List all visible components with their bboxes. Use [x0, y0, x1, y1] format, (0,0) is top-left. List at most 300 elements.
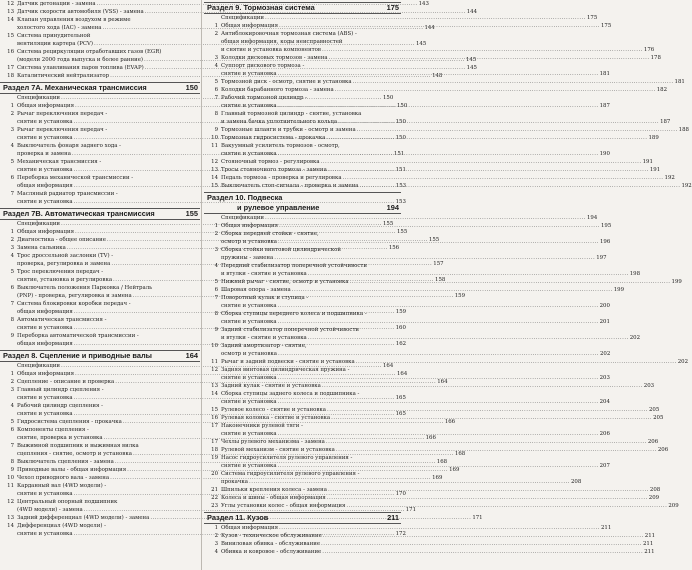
- entry-number: 3: [10, 387, 14, 393]
- entry-number: 7: [10, 301, 14, 307]
- entry-title: Спецификации: [221, 215, 265, 221]
- leader-dots: [249, 478, 570, 486]
- entry-page: 181: [599, 71, 610, 77]
- entry-title: снятие и установка: [221, 463, 277, 469]
- section-page: 211: [387, 513, 399, 522]
- toc-entry: [204, 150, 610, 158]
- entry-number: 3: [214, 541, 218, 547]
- toc-entry: [204, 46, 655, 54]
- toc-entry: [204, 286, 625, 294]
- toc-entry: [0, 268, 200, 276]
- entry-page: 150: [395, 119, 406, 125]
- leader-dots: [278, 238, 599, 246]
- entry-title: и замена бачка уплотнительного кольца: [221, 119, 338, 125]
- entry-title: Суппорт дискового тормоза -: [221, 63, 305, 69]
- entry-page: 144: [424, 25, 435, 31]
- entry-number: 17: [211, 423, 218, 429]
- entry-number: 15: [211, 407, 218, 413]
- entry-page: 206: [657, 447, 669, 453]
- toc-entry: [204, 62, 401, 70]
- entry-title: Наконечники рулевой тяги -: [221, 423, 303, 429]
- entry-title: Спецификации: [221, 15, 265, 21]
- entry-title: Сборка ступицы заднего колеса и подшипника -: [221, 391, 360, 397]
- entry-page: 203: [599, 375, 610, 381]
- entry-number: 2: [10, 379, 14, 385]
- entry-number: 5: [10, 419, 14, 425]
- leader-dots: [329, 54, 650, 62]
- entry-title: Выжимной подшипник и выжимная вилка: [17, 443, 139, 449]
- entry-number: 7: [214, 95, 218, 101]
- entry-page: 205: [648, 407, 660, 413]
- entry-title: Колодки барабанного тормоза - замена: [221, 87, 334, 93]
- entry-number: 4: [10, 403, 14, 409]
- entry-title: Выключатель фонаря заднего хода -: [17, 143, 121, 149]
- entry-title: Виниловая обивка - обслуживание: [221, 541, 321, 547]
- entry-number: 8: [10, 317, 14, 323]
- entry-number: 10: [211, 343, 218, 349]
- leader-dots: [265, 214, 586, 222]
- entry-page: 201: [599, 319, 610, 325]
- entry-number: 5: [214, 79, 218, 85]
- entry-title: Система гидроусилителя рулевого управления -: [221, 471, 360, 477]
- entry-page: 205: [653, 415, 664, 421]
- entry-title: Механическая трансмиссия -: [17, 159, 102, 165]
- toc-entry: [204, 390, 401, 398]
- entry-title: Рабочий цилиндр сцепления -: [17, 403, 103, 409]
- entry-title: Рычаг и задний подвески - снятие и установка: [221, 359, 355, 365]
- toc-entry: [204, 30, 401, 38]
- entry-page: 164: [437, 379, 448, 385]
- entry-page: 144: [466, 9, 477, 15]
- entry-title: Выключатель стоп-сигнала - проверка и замена: [221, 183, 359, 189]
- entry-number: 14: [7, 17, 14, 23]
- entry-page: 155: [428, 237, 440, 243]
- leader-dots: [278, 102, 599, 110]
- entry-title: снятие и установка: [221, 151, 277, 157]
- entry-title: Компоненты сцепления -: [17, 427, 89, 433]
- entry-title: снятие и установка: [17, 395, 73, 401]
- entry-title: Масляный радиатор трансмиссии -: [17, 191, 118, 197]
- leader-dots: [326, 438, 647, 446]
- toc-entry: [204, 302, 610, 310]
- entry-title: снятие и установка: [221, 399, 277, 405]
- entry-number: 13: [7, 9, 14, 15]
- entry-page: 202: [629, 335, 641, 341]
- leader-dots: [278, 318, 599, 326]
- toc-entry: [0, 300, 200, 308]
- entry-page: 207: [599, 463, 610, 469]
- entry-page: 178: [650, 55, 661, 61]
- section-heading-cont: [204, 203, 401, 214]
- leader-dots: [322, 46, 643, 54]
- section-title-cont: и рулевое управление: [237, 203, 320, 212]
- toc-entry: [0, 158, 200, 166]
- entry-title: Общая информация: [221, 525, 278, 531]
- section-title: Раздел 8. Сцепление и приводные валы: [3, 351, 152, 360]
- entry-page: 209: [668, 503, 679, 509]
- entry-title: Колеса и шины - общая информация: [221, 495, 326, 501]
- entry-page: 165: [395, 395, 406, 401]
- entry-page: 168: [436, 459, 448, 465]
- entry-title: общая информация: [17, 341, 73, 347]
- entry-number: 18: [211, 447, 218, 453]
- entry-title: снятие и установка: [221, 303, 277, 309]
- entry-number: 7: [10, 191, 14, 197]
- entry-number: 9: [214, 127, 218, 133]
- entry-title: Главный цилиндр сцепления -: [17, 387, 104, 393]
- toc-entry: [0, 8, 477, 16]
- toc-entry: [204, 222, 612, 230]
- entry-page: 150: [382, 95, 394, 101]
- entry-title: Тросы стояночного тормоза - замена: [221, 167, 327, 173]
- entry-title: снятие и установка: [221, 71, 277, 77]
- entry-title: снятие и установка: [17, 491, 73, 497]
- leader-dots: [321, 158, 642, 166]
- toc-entry: [204, 350, 611, 358]
- entry-title: и снятие и установка компонентов: [221, 47, 321, 53]
- toc-entry: [204, 470, 401, 478]
- toc-entry: [204, 38, 401, 46]
- entry-title: Педаль тормоза - проверка и регулировка: [221, 175, 342, 181]
- entry-number: 18: [7, 73, 14, 79]
- toc-entry: [0, 442, 200, 450]
- entry-title: снятие и установка: [17, 119, 73, 125]
- entry-number: 1: [214, 223, 218, 229]
- entry-number: 7: [10, 443, 14, 449]
- entry-page: 211: [600, 525, 612, 531]
- entry-title: холостого хода (IAC) - замена: [17, 25, 102, 31]
- entry-title: Центральный опорный подшипник: [17, 499, 118, 505]
- entry-number: 9: [10, 467, 14, 473]
- entry-title: Нижний рычаг - снятие, осмотр и установка: [221, 279, 349, 285]
- toc-entry: [204, 166, 661, 174]
- entry-title: Тормозные шланги и трубки - осмотр и замена: [221, 127, 356, 133]
- entry-page: 153: [395, 199, 406, 205]
- entry-title: Шпильки крепления колеса - замена: [221, 487, 327, 493]
- entry-title: Автоматическая трансмиссия -: [17, 317, 107, 323]
- entry-page: 175: [586, 15, 598, 21]
- entry-page: 168: [454, 451, 466, 457]
- toc-entry: [204, 422, 401, 430]
- toc-entry: [204, 254, 607, 262]
- entry-title: Переборка механической трансмиссии -: [17, 175, 134, 181]
- entry-page: 151: [395, 167, 406, 173]
- entry-number: 1: [214, 23, 218, 29]
- leader-dots: [321, 540, 642, 548]
- entry-title: Тормозная гидросистема - прокачка: [221, 135, 326, 141]
- toc-entry: [0, 110, 200, 118]
- toc-entry: [204, 540, 654, 548]
- entry-title: снятие и установка: [17, 167, 73, 173]
- entry-title: Шаровая опора - замена: [221, 287, 291, 293]
- section-title: Раздел 7B. Автоматическая трансмиссия: [3, 209, 155, 218]
- entry-page: 145: [466, 65, 477, 71]
- entry-page: 153: [395, 183, 407, 189]
- entry-title: Каталитический нейтрализатор: [17, 73, 110, 79]
- toc-entry: [0, 174, 200, 182]
- toc-entry: [204, 182, 692, 190]
- toc-entry: [0, 402, 200, 410]
- leader-dots: [327, 134, 648, 142]
- leader-dots: [331, 414, 652, 422]
- entry-page: 159: [395, 309, 407, 315]
- toc-entry: [0, 332, 200, 340]
- entry-number: 7: [214, 295, 218, 301]
- section-title: Раздел 11. Кузов: [207, 513, 269, 522]
- entry-page: 192: [664, 175, 675, 181]
- toc-entry: [204, 142, 401, 150]
- toc-entry: [204, 366, 401, 374]
- entry-title: (модели 2000 года выпуска и более ранние): [17, 57, 143, 63]
- leader-dots: [338, 118, 659, 126]
- entry-title: Общая информация: [17, 371, 74, 377]
- toc-entry: [204, 230, 401, 238]
- toc-entry: [204, 14, 598, 22]
- entry-number: 4: [214, 263, 218, 269]
- entry-page: 156: [388, 245, 400, 251]
- leader-dots: [357, 126, 678, 134]
- leader-dots: [278, 462, 599, 470]
- toc-entry: [204, 134, 659, 142]
- entry-number: 14: [211, 391, 218, 397]
- entry-page: 196: [599, 239, 611, 245]
- entry-title: осмотр и установка: [221, 239, 277, 245]
- entry-number: 19: [211, 455, 218, 461]
- section-heading: [0, 82, 200, 94]
- entry-title: Диагностика - общее описание: [17, 237, 106, 243]
- toc-entry: [204, 342, 401, 350]
- entry-title: снятие и установка: [17, 325, 73, 331]
- toc-entry: [204, 126, 689, 134]
- section-heading: [0, 350, 200, 362]
- entry-number: 2: [10, 237, 14, 243]
- leader-dots: [328, 486, 649, 494]
- entry-page: 169: [449, 467, 460, 473]
- toc-entry: [204, 270, 641, 278]
- entry-title: Общая информация: [17, 229, 74, 235]
- leader-dots: [278, 70, 599, 78]
- entry-number: 10: [7, 475, 14, 481]
- entry-page: 208: [571, 479, 582, 485]
- entry-number: 8: [214, 111, 218, 117]
- entry-page: 202: [677, 359, 689, 365]
- entry-page: 169: [432, 475, 443, 481]
- toc-entry: [0, 32, 200, 40]
- entry-title: проверка и замена: [17, 151, 71, 157]
- section-page: 175: [386, 3, 399, 12]
- entry-title: снятие, установка и регулировка: [17, 277, 113, 283]
- entry-page: 158: [435, 277, 446, 283]
- toc-entry: [204, 262, 401, 270]
- entry-page: 203: [643, 383, 655, 389]
- entry-number: 1: [214, 525, 218, 531]
- toc-entry: [204, 158, 653, 166]
- entry-page: 159: [454, 293, 465, 299]
- entry-title: Общая информация: [221, 223, 278, 229]
- section-page: 164: [185, 351, 198, 360]
- leader-dots: [336, 446, 657, 454]
- entry-title: Система улавливания паров топлива (EVAP): [17, 65, 144, 71]
- toc-entry: [204, 246, 401, 254]
- leader-dots: [279, 22, 600, 30]
- entry-number: 4: [214, 63, 218, 69]
- toc-entry: [0, 498, 200, 506]
- entry-title: Трос дроссельной заслонки (TV) -: [17, 253, 114, 259]
- entry-page: 206: [647, 439, 659, 445]
- entry-page: 164: [396, 371, 408, 377]
- entry-number: 13: [211, 167, 218, 173]
- section-title: Раздел 7A. Механическая трансмиссия: [3, 83, 147, 92]
- entry-title: осмотр и установка: [221, 351, 277, 357]
- entry-title: Рабочий тормозной цилиндр -: [221, 95, 307, 101]
- entry-number: 6: [214, 287, 218, 293]
- entry-number: 3: [214, 247, 218, 253]
- entry-title: общая информация: [17, 183, 73, 189]
- entry-number: 2: [214, 533, 218, 539]
- entry-page: 190: [599, 151, 610, 157]
- entry-page: 160: [395, 325, 406, 331]
- toc-entry: [204, 110, 401, 118]
- entry-title: Клапан управления воздухом в режиме: [17, 17, 131, 23]
- entry-title: Задний амортизатор - снятие,: [221, 343, 307, 349]
- toc-entry: [204, 524, 612, 532]
- entry-number: 12: [211, 367, 218, 373]
- section-heading: [204, 2, 401, 14]
- entry-title: Общая информация: [17, 103, 74, 109]
- entry-number: 1: [10, 371, 14, 377]
- entry-number: 17: [211, 439, 218, 445]
- entry-title: Сборка передней стойки - снятие,: [221, 231, 319, 237]
- entry-page: 199: [613, 287, 625, 293]
- entry-title: Рулевой механизм - снятие и установка: [221, 447, 335, 453]
- entry-number: 15: [7, 33, 14, 39]
- entry-title: (PNP) - проверка, регулировка и замена: [17, 293, 132, 299]
- entry-number: 12: [7, 499, 14, 505]
- entry-page: 199: [671, 279, 682, 285]
- entry-title: и втулки - снятие и установка: [221, 271, 307, 277]
- entry-title: снятие и установка: [17, 411, 73, 417]
- leader-dots: [308, 270, 629, 278]
- section-heading: [0, 208, 200, 220]
- entry-title: Задний стабилизатор поперечной устойчивости: [221, 327, 360, 333]
- entry-number: 13: [211, 383, 218, 389]
- entry-number: 16: [211, 415, 218, 421]
- entry-title: Колодки дисковых тормозов - замена: [221, 55, 328, 61]
- entry-title: Рулевое колесо - снятие и установка: [221, 407, 326, 413]
- entry-page: 165: [395, 411, 406, 417]
- entry-number: 13: [7, 515, 14, 521]
- entry-page: 176: [643, 47, 655, 53]
- toc-entry: [204, 174, 675, 182]
- entry-number: 14: [7, 523, 14, 529]
- entry-title: снятие и установка: [17, 199, 73, 205]
- entry-title: Углы установки колес - общая информация: [221, 503, 346, 509]
- entry-title: Обивка и ковровое - обслуживание: [221, 549, 322, 555]
- leader-dots: [356, 358, 677, 366]
- entry-title: Переборка автоматической трансмиссии -: [17, 333, 139, 339]
- entry-title: снятие и установка: [221, 431, 277, 437]
- entry-page: 202: [599, 351, 611, 357]
- entry-title: Датчик скорости автомобиля (VSS) - замена: [17, 9, 144, 15]
- entry-title: Рычаг переключения передач -: [17, 127, 108, 133]
- entry-page: 171: [405, 507, 417, 513]
- entry-number: 6: [214, 87, 218, 93]
- entry-title: Сцепление - описание и проверка: [17, 379, 115, 385]
- entry-title: Рулевая колонка - снятие и установка: [221, 415, 331, 421]
- column-divider: [201, 0, 202, 570]
- entry-page: 181: [674, 79, 685, 85]
- entry-title: Датчик детонации - замена: [17, 1, 96, 7]
- toc-entry: [0, 386, 200, 394]
- entry-number: 4: [214, 549, 218, 555]
- entry-page: 192: [681, 183, 692, 189]
- entry-page: 211: [642, 541, 654, 547]
- entry-title: общая информация: [17, 309, 73, 315]
- entry-number: 21: [211, 487, 218, 493]
- entry-page: 197: [596, 255, 607, 261]
- entry-title: Стояночный тормоз - регулировка: [221, 159, 320, 165]
- entry-page: 208: [649, 487, 661, 493]
- entry-title: снятие и установка: [221, 375, 277, 381]
- entry-number: 4: [10, 143, 14, 149]
- entry-number: 8: [214, 311, 218, 317]
- entry-title: Чехол приводного вала - замена: [17, 475, 110, 481]
- entry-number: 10: [211, 135, 218, 141]
- entry-title: и втулки - снятие и установка: [221, 335, 307, 341]
- toc-entry: [0, 126, 200, 134]
- entry-page: 191: [642, 159, 653, 165]
- entry-title: (4WD модели) - замена: [17, 507, 83, 513]
- entry-title: Замена сальника: [17, 245, 66, 251]
- entry-page: 211: [644, 533, 656, 539]
- entry-page: 175: [600, 23, 612, 29]
- entry-number: 3: [214, 55, 218, 61]
- leader-dots: [328, 166, 649, 174]
- toc-entry: [0, 284, 200, 292]
- leader-dots: [322, 548, 643, 556]
- entry-page: 191: [649, 167, 661, 173]
- section-page: 155: [185, 209, 198, 218]
- entry-title: Кузов - техническое обслуживание: [221, 533, 322, 539]
- toc-entry: [0, 198, 406, 206]
- leader-dots: [350, 278, 671, 286]
- leader-dots: [278, 302, 599, 310]
- entry-title: Сборка стойки винтовой цилиндрической: [221, 247, 341, 253]
- toc-entry: [204, 86, 668, 94]
- entry-number: 11: [7, 483, 14, 489]
- entry-number: 11: [211, 143, 218, 149]
- entry-number: 6: [10, 285, 14, 291]
- entry-number: 15: [211, 183, 218, 189]
- entry-page: 155: [382, 221, 394, 227]
- entry-number: 17: [7, 65, 14, 71]
- section-title: Раздел 9. Тормозная система: [207, 3, 315, 12]
- leader-dots: [279, 222, 600, 230]
- entry-page: 155: [396, 229, 408, 235]
- toc-entry: [204, 454, 401, 462]
- entry-title: Спецификации: [17, 221, 61, 227]
- entry-page: 195: [600, 223, 612, 229]
- entry-page: 166: [444, 419, 456, 425]
- leader-dots: [279, 524, 600, 532]
- section-page: 194: [386, 203, 399, 212]
- toc-entry: [0, 522, 200, 530]
- entry-page: 206: [599, 431, 610, 437]
- entry-title: Передний стабилизатор поперечной устойчивости: [221, 263, 367, 269]
- leader-dots: [322, 382, 643, 390]
- toc-entry: [0, 316, 200, 324]
- entry-number: 14: [211, 175, 218, 181]
